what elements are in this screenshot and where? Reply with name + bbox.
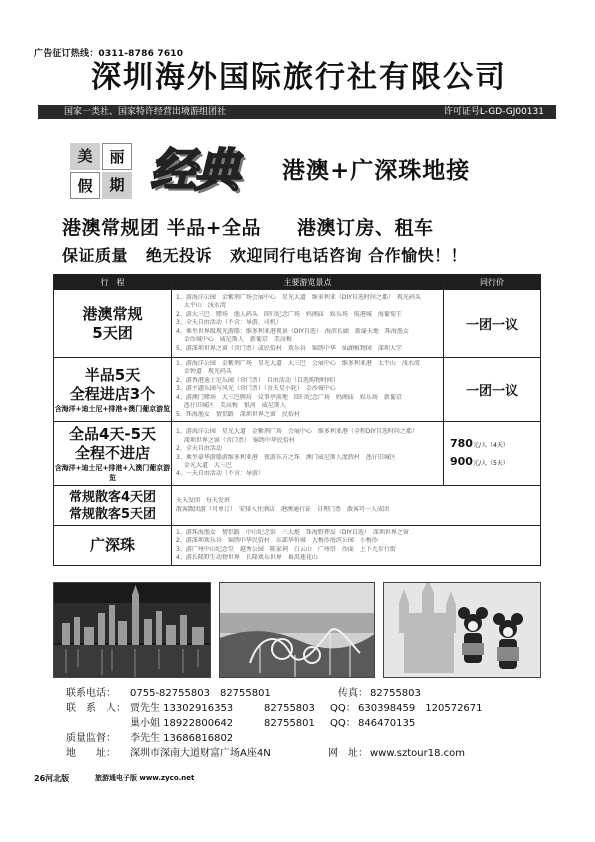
- hong-kong-night-skyline-photo: [53, 582, 211, 678]
- skyline-illustration: [54, 583, 211, 678]
- company-tagline: 国家一类社、国家特许经营出境游组团社: [64, 107, 227, 117]
- price-line: [450, 436, 540, 454]
- highlight-line: 5、珠海渔女 情侣路 深圳世界之窗 民俗村: [176, 410, 300, 418]
- highlight-line: 金沙城中心 威尼斯人 新葡京 美高梅: [176, 336, 292, 344]
- promo-line-2c: 欢迎同行电话咨询 合作愉快！！: [230, 246, 468, 265]
- badge-char: 假: [70, 172, 100, 199]
- highlight-line: 天天发团 每天发班: [176, 497, 231, 505]
- itinerary-table: [53, 274, 541, 566]
- promo-line-2a: 保证质量: [62, 246, 129, 265]
- price-amount: 780: [450, 436, 473, 450]
- highlights-cell: [172, 290, 444, 358]
- address-label: 地 址：: [66, 748, 116, 759]
- tour-includes: 含海洋+迪士尼+排港+澳门葡京游览: [54, 404, 171, 413]
- tour-name: 全程不进店: [74, 443, 150, 462]
- promo-line-1b: 港澳订房、租车: [297, 217, 434, 239]
- highlight-line: 2、游大三巴 赌场 渔人码头 回归纪念广场 妈阁庙 娱乐场 航港城 海葡萄王: [176, 310, 402, 318]
- header-price: 同行价: [444, 275, 541, 290]
- quality-supervisor: 李先生 13686816802: [130, 733, 234, 744]
- rollercoaster-illustration: [220, 583, 375, 678]
- qq-number: 846470135: [358, 718, 416, 729]
- company-subtitle-bar: [38, 105, 556, 119]
- highlight-line: 4、游澳门赌场 大三巴牌坊 议事亭前地 回归纪念广场 妈阁庙 娱乐场 新葡京: [176, 393, 402, 401]
- tour-name: 常规散客4天团: [68, 489, 157, 505]
- qq-label: QQ：: [330, 703, 356, 714]
- address: 深圳市深南大道财富广场A座4N: [130, 748, 271, 759]
- highlight-line: 3、游主题乐园与风光（含门票）（含天星小轮） 金沙城中心: [176, 385, 336, 393]
- tour-name-cell: [54, 486, 172, 526]
- tour-name: 半品5天: [84, 365, 141, 384]
- table-row: [54, 358, 541, 422]
- license-number: 许可证号L-GD-GJ00131: [443, 107, 544, 117]
- highlight-line: 1、游海洋公园 金紫荆广场 星光大道 大三巴 会展中心 维多利亚港 太平山 浅水湾: [176, 360, 420, 368]
- tour-includes: 含海洋+迪士尼+排港+入澳门葡京游览: [54, 463, 171, 482]
- tour-name: 全程进店3个: [69, 384, 156, 403]
- promo-line-1a: 港澳常规团 半品+全品: [62, 217, 262, 239]
- highlight-line: 1、游珠海渔女 情侣路 中山纪念馆 三大炮 珠海野狸岛（DIY自选） 深圳世界之窗: [176, 528, 409, 536]
- price-cell: [444, 422, 541, 486]
- highlight-line: 1、游海洋公园 金紫荆广场会展中心 星光大道 维多利亚（DIY自选时尚之都） 观光码头: [176, 294, 421, 302]
- tour-name-cell: [54, 358, 172, 422]
- contact-person-tel: 82755803: [264, 703, 315, 714]
- table-header-row: [54, 275, 541, 290]
- highlight-line: 深圳世界之窗（含门票） 锦绣中华民俗村: [176, 436, 295, 444]
- tour-name: 港澳常规: [82, 304, 143, 323]
- fax-label: 传真：: [338, 688, 368, 699]
- page-number: 26河北版: [34, 774, 70, 783]
- highlight-line: 金光大道 大三巴: [176, 461, 232, 469]
- badge-char: 美: [70, 143, 100, 170]
- footer-site: 旅游通电子版 www.zyco.net: [95, 774, 195, 782]
- highlight-line: 3、乘坐豪华游船游维多利亚港 夜游东方之珠 澳门威尼斯人度假村 氹仔旧城区: [176, 453, 396, 461]
- contact-person: 贾先生 13302916353: [130, 703, 234, 714]
- contact-person-tel: 82755801: [264, 718, 315, 729]
- beautiful-holiday-badge: [70, 143, 132, 199]
- badge-char: 期: [102, 172, 132, 199]
- ocean-park-rollercoaster-photo: [219, 582, 375, 678]
- promo-line-2: [62, 243, 467, 266]
- highlight-line: 2、游香港迪士尼乐园（含门票） 自由活动（自选购物时间）: [176, 376, 339, 384]
- ad-hotline: 广告征订热线：0311-8786 7610: [34, 49, 184, 59]
- price-line: [450, 454, 540, 472]
- highlight-line: 金钟道 观光码头: [176, 368, 232, 376]
- tour-name: 5天团: [92, 323, 133, 342]
- contact-person: 巢小姐 18922800642: [130, 718, 234, 729]
- highlight-line: 5、游深圳世界之窗（含门票）或民俗村 欢乐谷 锦绣中华 仙湖植物园 深圳大学: [176, 344, 402, 352]
- classic-title: 经典: [150, 143, 238, 197]
- company-name: 深圳海外国际旅行社有限公司: [91, 60, 507, 95]
- qq-label: QQ：: [330, 718, 356, 729]
- price-unit: 元/人（5天）: [472, 459, 509, 467]
- price-cell: 一团一议: [444, 290, 541, 358]
- tour-name: 广深珠: [89, 536, 135, 554]
- highlight-line: 太平山 浅水湾: [176, 302, 226, 310]
- highlight-line: 2、游深圳欢乐谷 锦绣中华民俗村 东部华侨城 大梅沙海滨公园 小梅沙: [176, 537, 378, 545]
- tour-name-cell: [54, 290, 172, 358]
- highlight-line: 4、一天自由活动（不含：导游）: [176, 470, 264, 478]
- table-row: [54, 290, 541, 358]
- disneyland-castle-mickey-photo: [383, 582, 541, 678]
- highlight-line: 4、游长隆野生动物世界 长隆欢乐世界 番禺莲花山: [176, 553, 318, 561]
- price-unit: 元/人（4天）: [472, 441, 509, 449]
- badge-char: 丽: [102, 143, 132, 170]
- banner-headline: 港澳+广深珠地接: [282, 157, 471, 184]
- highlights-cell: [172, 486, 541, 526]
- price-amount: 900: [450, 454, 473, 468]
- phone-label: 联系电话：: [66, 688, 116, 699]
- highlight-line: 2、全天自由活动: [176, 445, 222, 453]
- website-label: 网 址：: [328, 748, 368, 759]
- highlight-line: 1、游海洋公园 星光大道 金紫荆广场 会展中心 维多利亚港（全程DIY自选时尚之都）: [176, 428, 418, 436]
- highlight-line: 3、游广州中山纪念堂 越秀公园 陈家祠 白云山 广州塔 沙面 上下九步行街: [176, 545, 396, 553]
- phone-number: 0755-82755803 82755801: [130, 688, 271, 699]
- castle-illustration: [384, 583, 541, 678]
- highlights-cell: [172, 422, 444, 486]
- tour-name-cell: [54, 526, 172, 566]
- website-link[interactable]: www.sztour18.com: [370, 748, 466, 759]
- promo-line-2b: 绝无投诉: [146, 246, 213, 265]
- quality-supervision-label: 质量监督：: [66, 733, 116, 744]
- header-route: 行 程: [54, 275, 172, 290]
- tour-name: 全品4天-5天: [68, 424, 157, 443]
- tour-name: 常规散客5天团: [68, 506, 157, 522]
- highlight-line: 氹仔旧城区 美高梅 银河 威尼斯人: [176, 402, 286, 410]
- table-row: [54, 486, 541, 526]
- table-row: [54, 422, 541, 486]
- header-highlights: 主要游览景点: [172, 275, 444, 290]
- table-row: [54, 526, 541, 566]
- highlight-line: 4、乘坐世界级观光游船：维多利亚港夜景（DIY自选） 海滨长廊 新濠天地 珠海渔女: [176, 327, 409, 335]
- highlights-cell: [172, 526, 541, 566]
- qq-number: 630398459 120572671: [358, 703, 483, 714]
- contact-person-label: 联 系 人：: [66, 703, 126, 714]
- highlight-line: 3、全天自由活动（不含：导游、司机）: [176, 319, 282, 327]
- highlight-line: 散客跟团游（可单订） 安排入住酒店 港澳通行证 自理门票 散客可一人成团: [176, 505, 390, 513]
- highlights-cell: [172, 358, 444, 422]
- promo-line-1: [62, 213, 434, 240]
- fax-number: 82755803: [370, 688, 421, 699]
- price-cell: 一团一议: [444, 358, 541, 422]
- tour-name-cell: [54, 422, 172, 486]
